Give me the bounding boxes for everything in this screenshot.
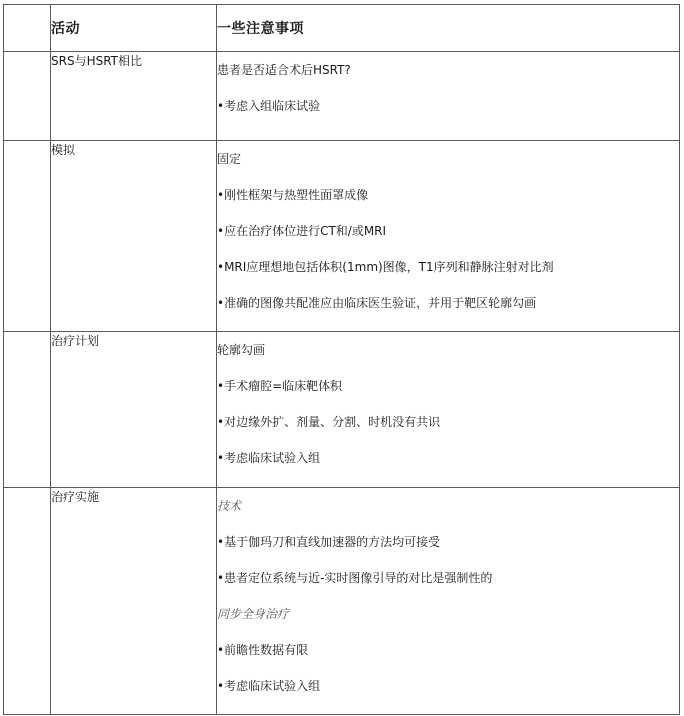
note-line: •考虑入组临床试验 [217,99,321,113]
row-blank-cell [4,332,51,488]
note-line: •基于伽玛刀和直线加速器的方法均可接受 [217,535,441,549]
note-line: 固定 [217,152,242,166]
note-line: •手术瘤腔=临床靶体积 [217,379,343,393]
note-line: 患者是否适合术后HSRT? [217,63,351,77]
note-line: •患者定位系统与近-实时图像引导的对比是强制性的 [217,571,493,585]
note-line: •考虑临床试验入组 [217,451,321,465]
table-row [4,141,680,332]
notes-cell [217,488,680,715]
note-line: •准确的图像共配准应由临床医生验证，并用于靶区轮廓勾画 [217,296,537,310]
note-line: •刚性框架与热塑性面罩成像 [217,188,369,202]
note-line: •应在治疗体位进行CT和/或MRI [217,224,387,238]
header-blank-cell [4,5,51,52]
row-blank-cell [4,488,51,715]
notes-cell [217,141,680,332]
table-row [4,332,680,488]
row-blank-cell [4,52,51,141]
note-line: 轮廓勾画 [217,343,266,357]
note-subheading: 同步全身治疗 [217,607,290,621]
note-line: •MRI应理想地包括体积(1mm)图像，T1序列和静脉注射对比剂 [217,260,554,274]
header-considerations: 一些注意事项 [217,5,680,52]
table-header-row [4,5,680,52]
table-row [4,488,680,715]
activity-cell: 治疗计划 [51,332,217,488]
table-row [4,52,680,141]
activity-cell: SRS与HSRT相比 [51,52,217,141]
note-line: •前瞻性数据有限 [217,643,309,657]
note-subheading: 技术 [217,499,242,513]
considerations-table [3,4,680,715]
note-line: •考虑临床试验入组 [217,679,321,693]
activity-cell: 模拟 [51,141,217,332]
activity-cell: 治疗实施 [51,488,217,715]
notes-cell [217,52,680,141]
note-line: •对边缘外扩、剂量、分割、时机没有共识 [217,415,441,429]
notes-cell [217,332,680,488]
header-activity: 活动 [51,5,217,52]
row-blank-cell [4,141,51,332]
